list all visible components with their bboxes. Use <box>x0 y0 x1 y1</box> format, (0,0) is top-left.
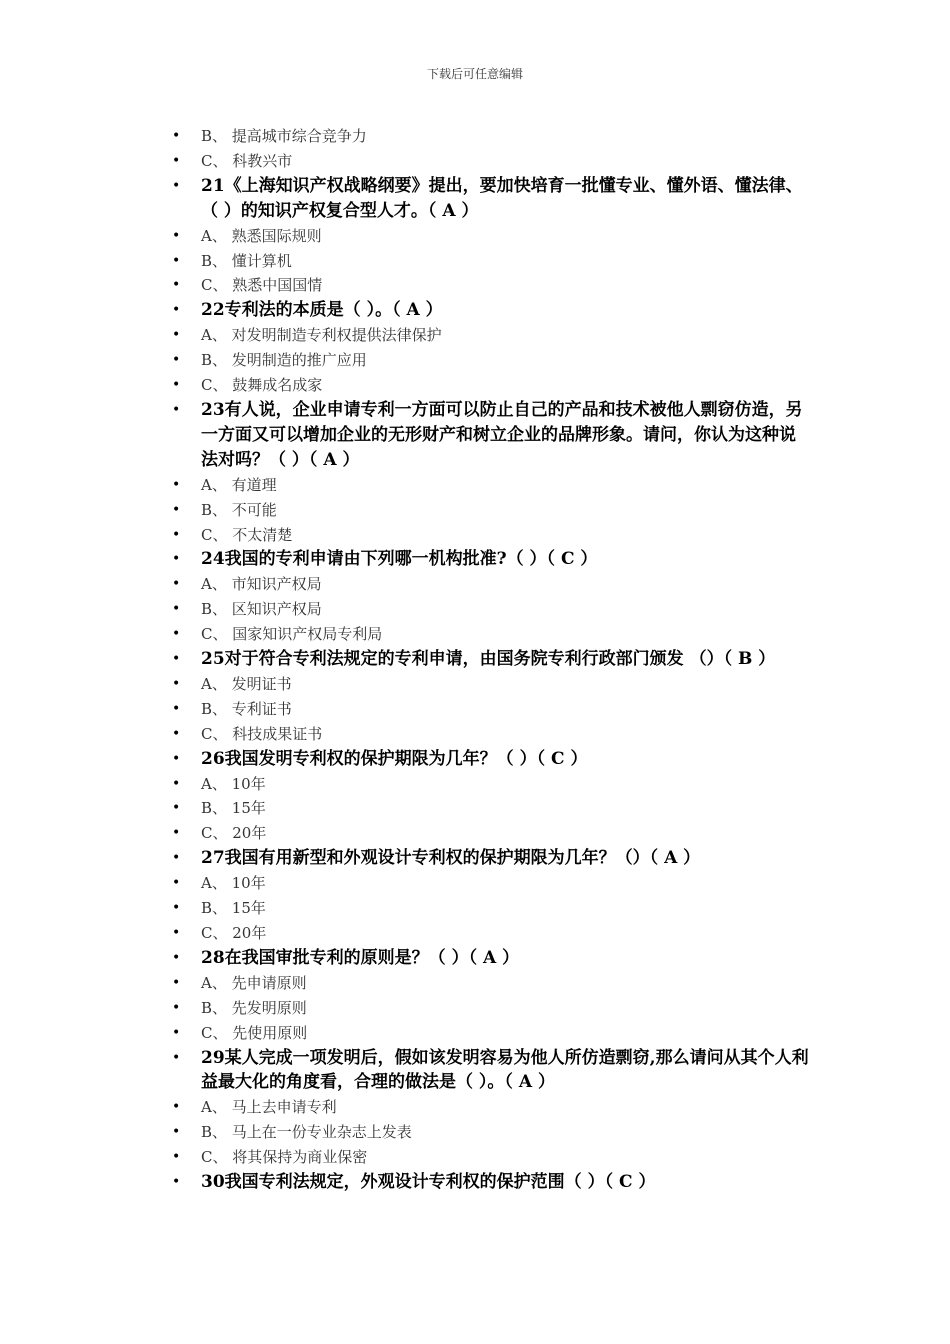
question-text: 25对于符合专利法规定的专利申请，由国务院专利行政部门颁发 （）（ B ） <box>201 649 776 670</box>
bullet-icon: • <box>172 476 181 493</box>
option-text: C、 先使用原则 <box>201 1023 308 1042</box>
option-text: A、 马上去申请专利 <box>201 1098 337 1117</box>
bullet-icon: • <box>172 750 181 767</box>
bullet-icon: • <box>172 999 181 1016</box>
option-text: A、 对发明制造专利权提供法律保护 <box>201 326 442 345</box>
bullet-icon: • <box>172 551 181 568</box>
bullet-icon: • <box>172 501 181 518</box>
option-item <box>0 622 950 647</box>
option-item <box>0 796 950 821</box>
question-item <box>0 1046 950 1096</box>
question-text: 30我国专利法规定，外观设计专利权的保护范围（ ）（ C ） <box>201 1172 656 1193</box>
option-item <box>0 1120 950 1145</box>
option-text: C、 20年 <box>201 824 267 843</box>
option-item <box>0 149 950 174</box>
option-item <box>0 1021 950 1046</box>
question-item <box>0 298 950 323</box>
question-item <box>0 846 950 871</box>
option-text: C、 科技成果证书 <box>201 724 323 743</box>
bullet-icon: • <box>172 900 181 917</box>
option-text: B、 专利证书 <box>201 699 292 718</box>
option-text: B、 15年 <box>201 799 266 818</box>
option-item <box>0 572 950 597</box>
question-text: 28在我国审批专利的原则是？（ ）（ A ） <box>201 947 520 968</box>
bullet-icon: • <box>172 352 181 369</box>
option-item <box>0 249 950 274</box>
bullet-icon: • <box>172 850 181 867</box>
bullet-icon: • <box>172 1174 181 1191</box>
question-text: 27我国有用新型和外观设计专利权的保护期限为几年？（）（ A ） <box>201 848 701 869</box>
option-text: C、 鼓舞成名成家 <box>201 376 323 395</box>
bullet-icon: • <box>172 675 181 692</box>
bullet-icon: • <box>172 626 181 643</box>
option-item <box>0 323 950 348</box>
option-item <box>0 124 950 149</box>
bullet-icon: • <box>172 925 181 941</box>
option-text: C、 将其保持为商业保密 <box>201 1148 368 1167</box>
option-text: B、 懂计算机 <box>201 251 292 270</box>
bullet-icon: • <box>172 177 181 194</box>
bullet-icon: • <box>172 128 181 144</box>
bullet-icon: • <box>172 277 181 294</box>
bullet-icon: • <box>172 1149 181 1166</box>
option-item <box>0 722 950 747</box>
question-item <box>0 647 950 672</box>
question-text: 23有人说，企业申请专利一方面可以防止自己的产品和技术被他人剽窃仿造，另一方面又可以增加企业的无形财产和树立企业的品牌形象。请问，你认为这种说法对吗？（ ）（ A ） <box>201 399 803 470</box>
bullet-icon: • <box>172 875 181 892</box>
option-item <box>0 523 950 548</box>
bullet-icon: • <box>172 725 181 742</box>
option-text: C、 科教兴市 <box>201 151 293 170</box>
bullet-icon: • <box>172 302 181 319</box>
option-item <box>0 921 950 946</box>
option-item <box>0 996 950 1021</box>
option-item <box>0 697 950 722</box>
bullet-icon: • <box>172 601 181 618</box>
option-text: B、 先发明原则 <box>201 998 307 1017</box>
option-text: B、 发明制造的推广应用 <box>201 351 367 370</box>
option-text: A、 10年 <box>201 774 266 793</box>
option-item <box>0 473 950 498</box>
option-item <box>0 273 950 298</box>
question-text: 22专利法的本质是（ ）。（ A ） <box>201 300 443 321</box>
option-item <box>0 348 950 373</box>
question-item <box>0 1170 950 1195</box>
option-item <box>0 772 950 797</box>
option-item <box>0 224 950 249</box>
option-item <box>0 498 950 523</box>
option-item <box>0 971 950 996</box>
option-text: A、 有道理 <box>201 475 277 494</box>
bullet-icon: • <box>172 775 181 792</box>
question-item <box>0 747 950 772</box>
option-item <box>0 373 950 398</box>
question-item <box>0 174 950 224</box>
option-text: B、 提高城市综合竞争力 <box>201 127 367 145</box>
bullet-icon: • <box>172 974 181 991</box>
option-text: C、 20年 <box>201 924 267 942</box>
bullet-icon: • <box>172 377 181 394</box>
bullet-icon: • <box>172 401 181 418</box>
question-list <box>0 124 950 1195</box>
option-text: A、 熟悉国际规则 <box>201 226 322 245</box>
bullet-icon: • <box>172 252 181 269</box>
bullet-icon: • <box>172 1049 181 1066</box>
bullet-icon: • <box>172 1024 181 1041</box>
option-text: A、 10年 <box>201 874 266 893</box>
question-text: 24我国的专利申请由下列哪一机构批准?（ ）（ C ） <box>201 549 598 570</box>
option-text: B、 不可能 <box>201 500 277 519</box>
bullet-icon: • <box>172 152 181 169</box>
option-item <box>0 871 950 896</box>
option-text: C、 不太清楚 <box>201 525 293 544</box>
bullet-icon: • <box>172 526 181 543</box>
bullet-icon: • <box>172 1099 181 1116</box>
option-text: A、 发明证书 <box>201 674 292 693</box>
option-item <box>0 1095 950 1120</box>
page-header: 下载后可任意编辑 <box>426 67 523 81</box>
bullet-icon: • <box>172 651 181 668</box>
bullet-icon: • <box>172 700 181 717</box>
question-item <box>0 547 950 572</box>
option-text: B、 马上在一份专业杂志上发表 <box>201 1123 412 1142</box>
bullet-icon: • <box>172 227 181 244</box>
option-item <box>0 597 950 622</box>
bullet-icon: • <box>172 800 181 817</box>
question-text: 29某人完成一项发明后，假如该发明容易为他人所仿造剽窃,那么请问从其个人利益最大化的角度看，合理的做法是（ ）。（ A ） <box>201 1047 809 1093</box>
option-item <box>0 821 950 846</box>
bullet-icon: • <box>172 949 181 966</box>
bullet-icon: • <box>172 825 181 842</box>
option-text: A、 市知识产权局 <box>201 575 322 594</box>
option-text: B、 15年 <box>201 899 266 918</box>
bullet-icon: • <box>172 1124 181 1141</box>
bullet-icon: • <box>172 576 181 593</box>
bullet-icon: • <box>172 327 181 344</box>
option-text: C、 国家知识产权局专利局 <box>201 625 383 644</box>
question-item <box>0 946 950 971</box>
question-text: 21《上海知识产权战略纲要》提出，要加快培育一批懂专业、懂外语、懂法律、（ ）的知识产权复合型人才。（ A ） <box>201 175 803 221</box>
option-item <box>0 896 950 921</box>
option-item <box>0 672 950 697</box>
option-text: C、 熟悉中国国情 <box>201 276 323 295</box>
question-text: 26我国发明专利权的保护期限为几年？（ ）（ C ） <box>201 748 588 769</box>
option-item <box>0 1145 950 1170</box>
option-text: B、 区知识产权局 <box>201 600 322 619</box>
option-text: A、 先申请原则 <box>201 973 307 992</box>
question-item <box>0 398 950 473</box>
